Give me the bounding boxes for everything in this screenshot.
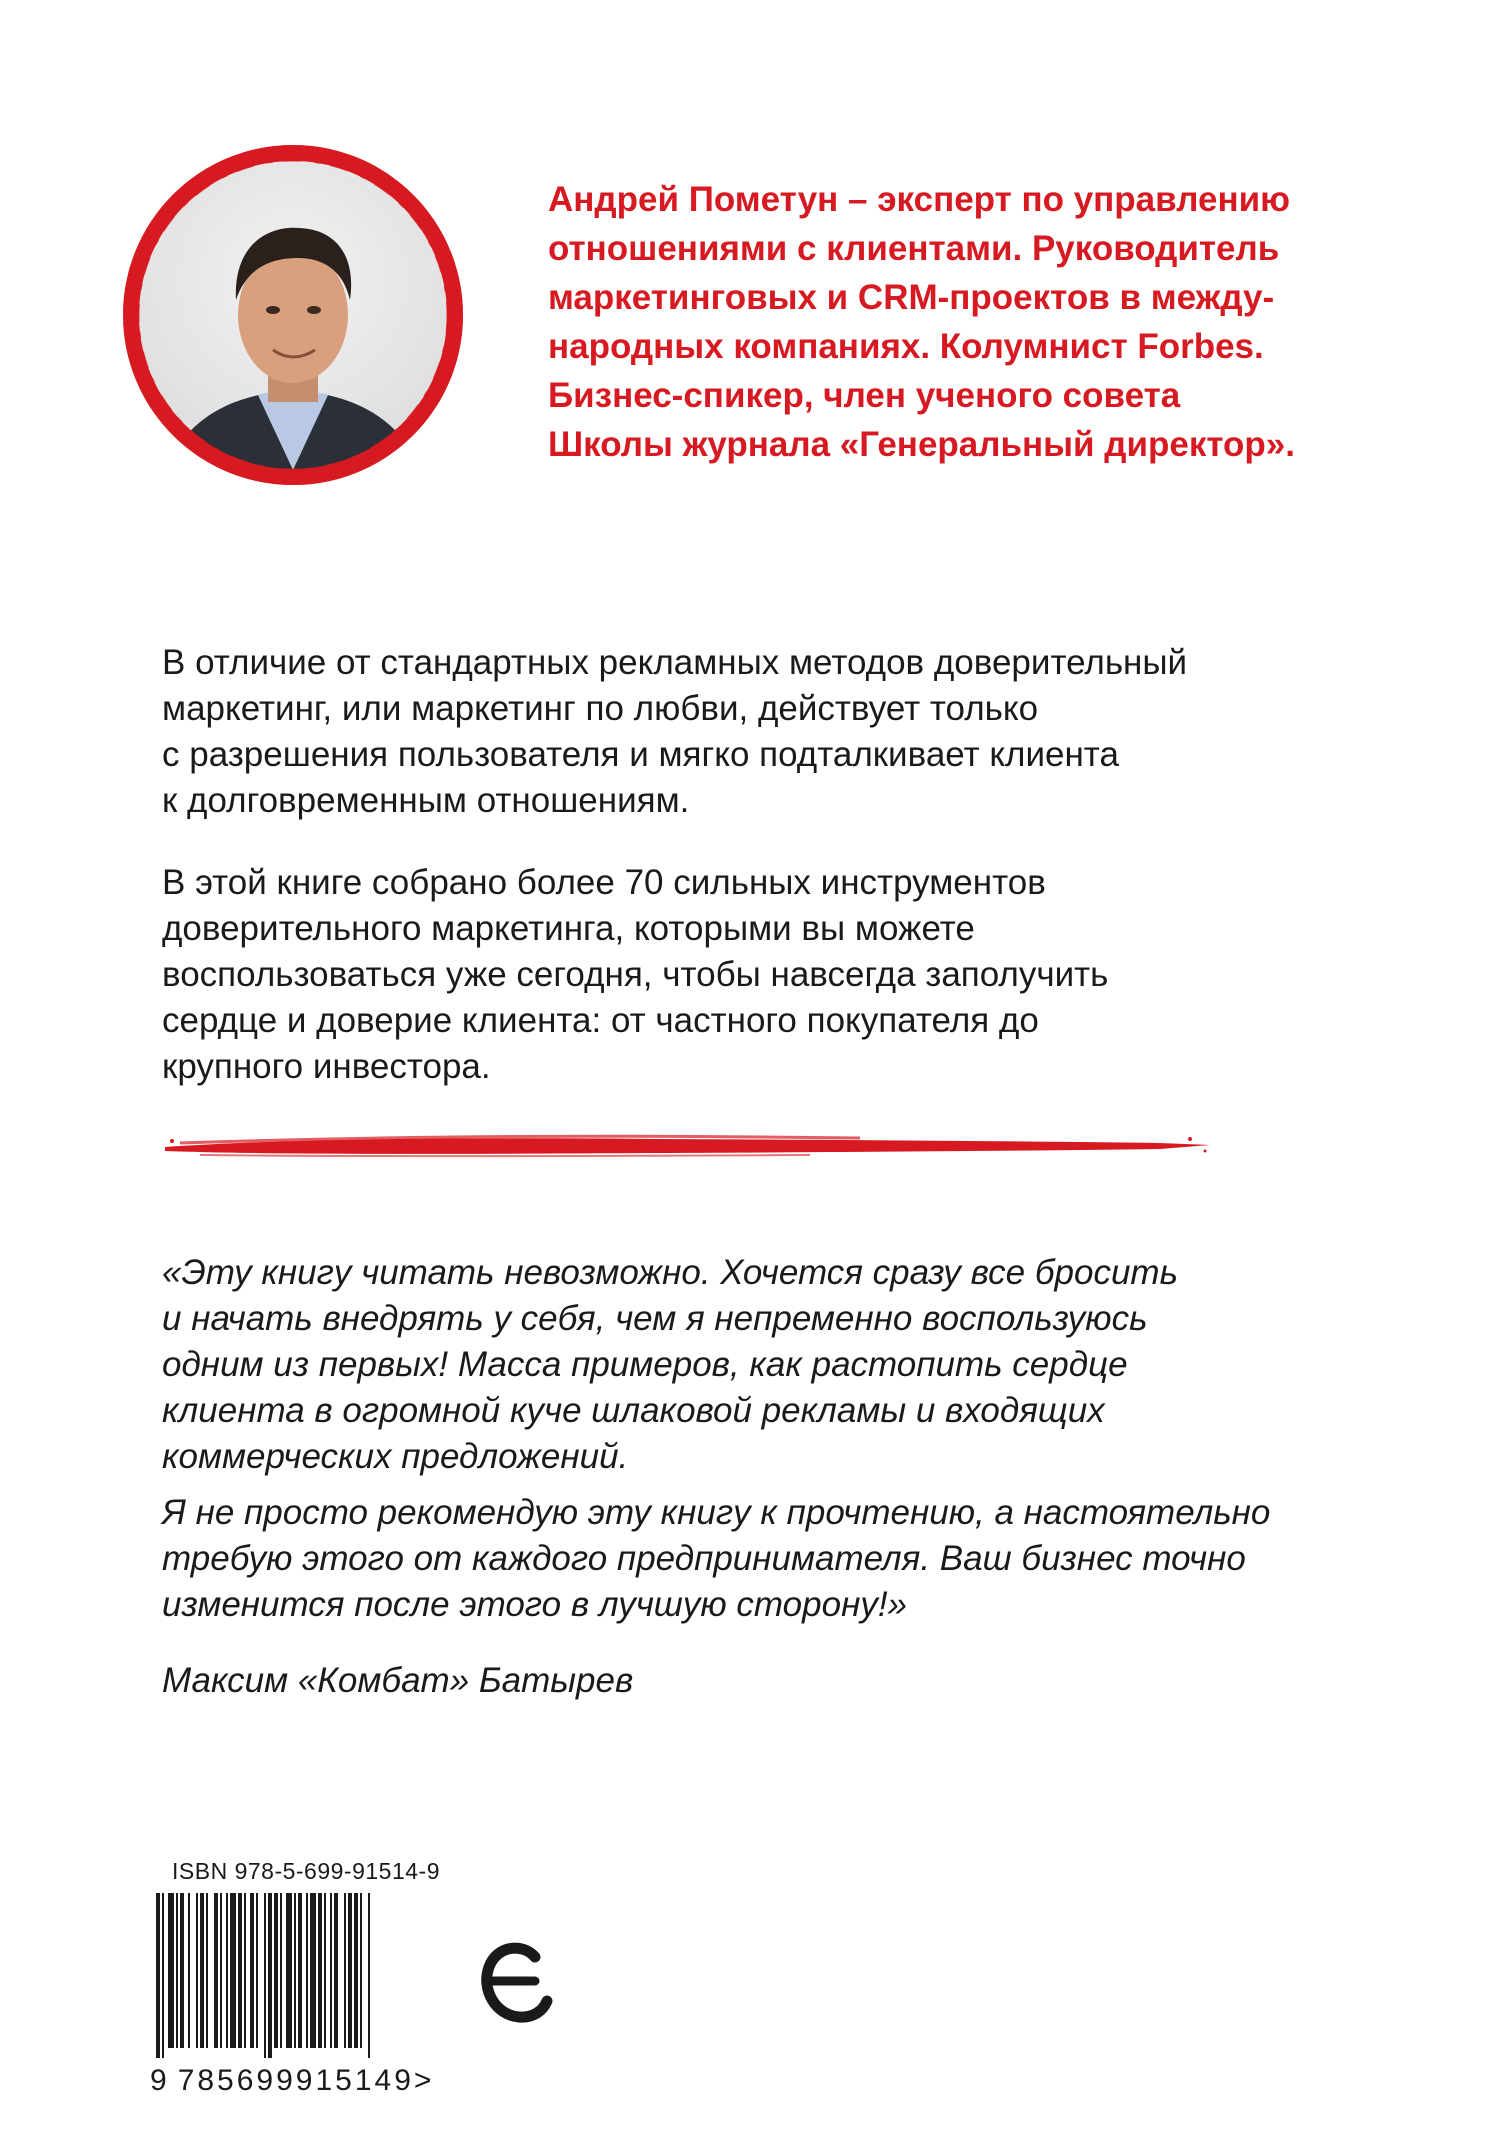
author-photo-icon bbox=[118, 140, 468, 490]
barcode-bar bbox=[274, 1893, 278, 2048]
barcode-first-digit: 9 bbox=[150, 2064, 170, 2097]
barcode-bar bbox=[360, 1893, 362, 2048]
barcode-bar bbox=[268, 1893, 272, 2058]
barcode-bar bbox=[200, 1893, 204, 2048]
barcode bbox=[154, 1893, 464, 2058]
quote-line: требую этого от каждого предпринимателя. Ваш бизнес точно bbox=[162, 1539, 1246, 1578]
description-line: маркетинг, или маркетинг по любви, действует только bbox=[162, 689, 1039, 728]
barcode-bar bbox=[196, 1893, 198, 2048]
barcode-bar bbox=[244, 1893, 246, 2048]
barcode-end-mark: > bbox=[413, 2064, 435, 2097]
barcode-bar bbox=[226, 1893, 228, 2048]
barcode-bar bbox=[168, 1893, 174, 2048]
quote-line: клиента в огромной куче шлаковой рекламы и входящих bbox=[162, 1391, 1105, 1430]
description-line: крупного инвестора. bbox=[162, 1047, 491, 1086]
barcode-bar bbox=[156, 1893, 160, 2058]
description-line: В отличие от стандартных рекламных методов доверительный bbox=[162, 643, 1188, 682]
brush-stroke-divider bbox=[160, 1125, 1220, 1165]
barcode-bar bbox=[256, 1893, 258, 2048]
barcode-bar bbox=[334, 1893, 338, 2048]
description-line: В этой книге собрано более 70 сильных инструментов bbox=[162, 863, 1046, 902]
barcode-bar bbox=[368, 1893, 370, 2058]
description-line: сердце и доверие клиента: от частного покупателя до bbox=[162, 1001, 1039, 1040]
barcode-digits bbox=[150, 2064, 470, 2098]
author-bio-line: Школы журнала «Генеральный директор». bbox=[548, 425, 1295, 464]
barcode-bar bbox=[318, 1893, 322, 2048]
quote-paragraph-1 bbox=[162, 1250, 1342, 1480]
barcode-bar bbox=[214, 1893, 218, 2048]
author-bio-line: отношениями с клиентами. Руководитель bbox=[548, 229, 1280, 268]
quote-paragraph-2 bbox=[162, 1490, 1342, 1628]
barcode-bar bbox=[306, 1893, 308, 2048]
author-portrait bbox=[118, 140, 468, 490]
barcode-bar bbox=[310, 1893, 316, 2048]
barcode-bar bbox=[286, 1893, 292, 2048]
description-line: к долговременным отношениям. bbox=[162, 781, 690, 820]
barcode-bar bbox=[324, 1893, 326, 2048]
barcode-bar bbox=[344, 1893, 346, 2048]
barcode-bar bbox=[162, 1893, 164, 2058]
description-paragraph-2 bbox=[162, 860, 1282, 1090]
author-bio bbox=[548, 175, 1408, 469]
barcode-bar bbox=[298, 1893, 302, 2048]
barcode-bar bbox=[180, 1893, 184, 2048]
quote-author: Максим «Комбат» Батырев bbox=[162, 1661, 634, 1700]
author-bio-line: Андрей Пометун – эксперт по управлению bbox=[548, 180, 1290, 219]
quote-line: коммерческих предложений. bbox=[162, 1437, 629, 1476]
barcode-bar bbox=[220, 1893, 222, 2048]
description-line: доверительного маркетинга, которыми вы можете bbox=[162, 909, 975, 948]
barcode-bar bbox=[238, 1893, 242, 2048]
barcode-bar bbox=[264, 1893, 266, 2058]
barcode-bar bbox=[188, 1893, 190, 2048]
barcode-bar bbox=[294, 1893, 296, 2048]
barcode-bar bbox=[250, 1893, 254, 2048]
author-bio-line: народных компаниях. Колумнист Forbes. bbox=[548, 327, 1264, 366]
quote-line: и начать внедрять у себя, чем я непременно воспользуюсь bbox=[162, 1299, 1148, 1338]
quote-line: Я не просто рекомендую эту книгу к прочтению, а настоятельно bbox=[162, 1493, 1271, 1532]
barcode-bar bbox=[330, 1893, 332, 2048]
barcode-bar bbox=[176, 1893, 178, 2048]
barcode-digit-group: 785699915149 bbox=[177, 2064, 414, 2097]
barcode-bar bbox=[348, 1893, 352, 2048]
author-bio-line: Бизнес-спикер, член ученого совета bbox=[548, 376, 1181, 415]
barcode-bar bbox=[230, 1893, 236, 2048]
quote-line: изменится после этого в лучшую сторону!» bbox=[162, 1585, 908, 1624]
barcode-bar bbox=[354, 1893, 358, 2048]
quote-line: одним из первых! Масса примеров, как растопить сердце bbox=[162, 1345, 1128, 1384]
description-paragraph-1 bbox=[162, 640, 1282, 824]
barcode-bar bbox=[206, 1893, 208, 2048]
eksmo-logo-icon bbox=[475, 1935, 555, 2030]
isbn-label: ISBN 978-5-699-91514-9 bbox=[172, 1858, 440, 1884]
barcode-bar bbox=[280, 1893, 282, 2048]
description-line: воспользоваться уже сегодня, чтобы навсегда заполучить bbox=[162, 955, 1109, 994]
quote-line: «Эту книгу читать невозможно. Хочется сразу все бросить bbox=[162, 1253, 1178, 1292]
description-line: с разрешения пользователя и мягко подталкивает клиента bbox=[162, 735, 1119, 774]
author-bio-line: маркетинговых и CRM-проектов в между- bbox=[548, 278, 1275, 317]
